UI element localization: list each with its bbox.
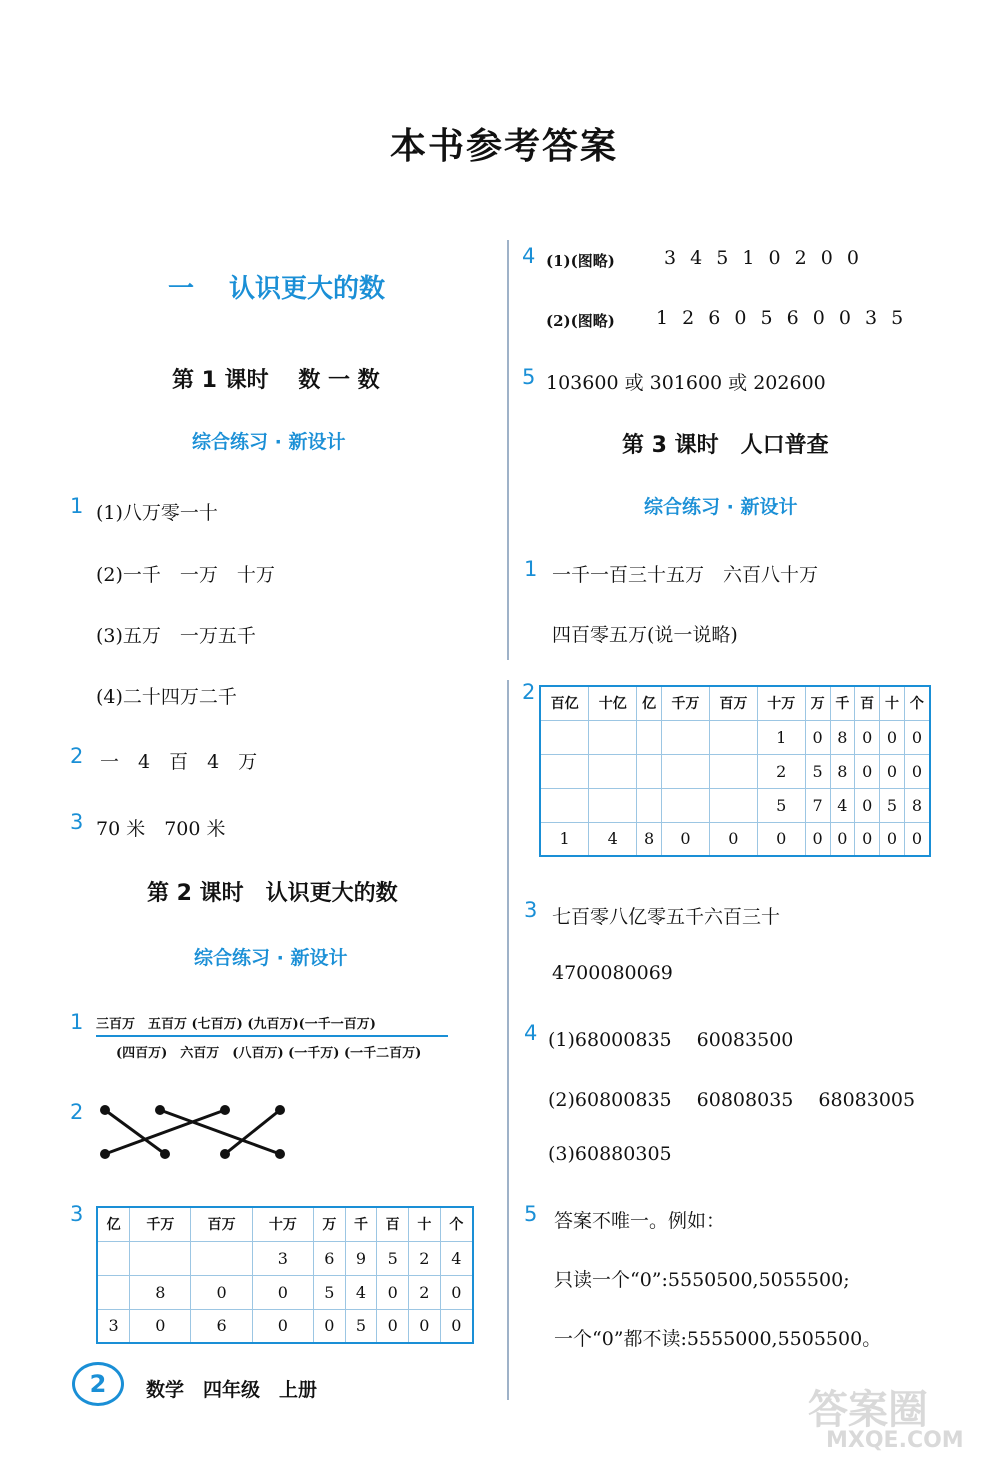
table-cell: 4 <box>440 1241 473 1275</box>
r3-q1-number: 1 <box>524 557 538 581</box>
table-cell: 0 <box>377 1309 409 1343</box>
table-cell: 0 <box>252 1275 313 1309</box>
table-cell: 0 <box>661 822 709 856</box>
table-cell <box>637 754 662 788</box>
table-cell: 1 <box>540 822 589 856</box>
table-cell: 0 <box>904 754 930 788</box>
table-cell <box>637 720 662 754</box>
table-cell: 0 <box>880 754 905 788</box>
r3-q5-number: 5 <box>524 1202 538 1226</box>
table-cell: 8 <box>830 720 855 754</box>
column-header: 亿 <box>97 1207 130 1241</box>
l1-q1-line1: (1)八万零一十 <box>96 502 218 524</box>
table-cell: 0 <box>440 1275 473 1309</box>
column-header: 百万 <box>191 1207 252 1241</box>
unit-title: 一 认识更大的数 <box>168 274 386 304</box>
book-info: 数学 四年级 上册 <box>146 1379 318 1401</box>
table-cell: 0 <box>855 788 880 822</box>
table-cell: 0 <box>805 720 830 754</box>
place-value-table-1 <box>96 1206 474 1344</box>
table-cell: 0 <box>855 822 880 856</box>
l2-q1-row2: (四百万) 六百万 (八百万) (一千万) (一千二百万) <box>116 1046 422 1061</box>
table-cell: 3 <box>97 1309 130 1343</box>
page-number: 2 <box>89 1370 107 1398</box>
r3-q4-line1: (1)68000835 60083500 <box>548 1029 794 1051</box>
r3-q1-line2: 四百零五万(说一说略) <box>552 624 738 646</box>
column-header: 十 <box>409 1207 441 1241</box>
table-cell: 2 <box>409 1241 441 1275</box>
table-cell <box>709 788 757 822</box>
column-header: 个 <box>904 686 930 720</box>
l2-q1-number: 1 <box>70 1010 84 1034</box>
table-cell: 0 <box>191 1275 252 1309</box>
table-cell: 2 <box>409 1275 441 1309</box>
r-q5-text: 103600 或 301600 或 202600 <box>546 372 826 394</box>
table-header-row <box>540 686 930 720</box>
l1-q1-line4: (4)二十四万二千 <box>96 686 237 708</box>
table-cell: 1 <box>757 720 805 754</box>
table-cell: 0 <box>130 1309 191 1343</box>
column-header: 十亿 <box>589 686 637 720</box>
table-cell: 7 <box>805 788 830 822</box>
table-cell <box>661 788 709 822</box>
table-cell: 0 <box>855 754 880 788</box>
r3-q4-line3: (3)60880305 <box>548 1143 672 1165</box>
column-header: 万 <box>805 686 830 720</box>
table-cell: 0 <box>805 822 830 856</box>
table-cell: 8 <box>904 788 930 822</box>
table-cell <box>540 788 589 822</box>
table-cell: 6 <box>191 1309 252 1343</box>
table-cell: 0 <box>880 720 905 754</box>
table-cell: 0 <box>409 1309 441 1343</box>
table-header-row <box>97 1207 473 1241</box>
watermark-url: MXQE.COM <box>826 1428 964 1453</box>
table-cell: 0 <box>313 1309 345 1343</box>
table-cell <box>589 788 637 822</box>
table-cell: 8 <box>637 822 662 856</box>
column-header: 十万 <box>252 1207 313 1241</box>
table-row <box>97 1275 473 1309</box>
l2-q3-number: 3 <box>70 1202 84 1226</box>
lesson2-subtitle: 综合练习 · 新设计 <box>194 947 348 969</box>
r3-q3-line1: 七百零八亿零五千六百三十 <box>552 906 781 928</box>
r3-q5-line3: 一个“0”都不读:5555000,5505500。 <box>554 1328 882 1350</box>
l1-q2-text: 一 4 百 4 万 <box>100 751 258 773</box>
column-divider-upper <box>507 240 509 660</box>
matching-lines-diagram <box>95 1100 295 1166</box>
table-row <box>540 720 930 754</box>
table-row <box>540 822 930 856</box>
table-cell <box>709 720 757 754</box>
column-header: 百万 <box>709 686 757 720</box>
table-cell: 0 <box>880 822 905 856</box>
column-header: 个 <box>440 1207 473 1241</box>
l1-q2-number: 2 <box>70 744 84 768</box>
r-q5-number: 5 <box>522 365 536 389</box>
column-header: 百亿 <box>540 686 589 720</box>
table-cell: 5 <box>805 754 830 788</box>
table-cell: 0 <box>252 1309 313 1343</box>
column-header: 千 <box>830 686 855 720</box>
table-cell: 5 <box>377 1241 409 1275</box>
table-row <box>540 788 930 822</box>
table-cell: 9 <box>345 1241 377 1275</box>
table-cell <box>191 1241 252 1275</box>
l1-q1-line2: (2)一千 一万 十万 <box>96 564 275 586</box>
l1-q1-number: 1 <box>70 494 84 518</box>
table-cell: 2 <box>757 754 805 788</box>
r3-q4-line2: (2)60800835 60808035 68083005 <box>548 1089 916 1111</box>
table-cell <box>130 1241 191 1275</box>
column-header: 亿 <box>637 686 662 720</box>
lesson1-subtitle: 综合练习 · 新设计 <box>192 431 346 453</box>
table-cell: 3 <box>252 1241 313 1275</box>
r3-q5-line2: 只读一个“0”:5550500,5055500; <box>554 1269 850 1291</box>
table-cell <box>589 754 637 788</box>
r3-q2-number: 2 <box>522 680 536 704</box>
r-q4-number: 4 <box>522 244 536 268</box>
table-cell: 0 <box>904 720 930 754</box>
r-q4-line1-digits: 3 4 5 1 0 2 0 0 <box>664 247 859 269</box>
table-row <box>97 1241 473 1275</box>
table-cell <box>709 754 757 788</box>
column-header: 万 <box>313 1207 345 1241</box>
table-cell: 0 <box>709 822 757 856</box>
r3-q1-line1: 一千一百三十五万 六百八十万 <box>552 564 819 586</box>
r-q4-line1-label: (1)(图略) <box>546 252 615 270</box>
column-header: 百 <box>377 1207 409 1241</box>
r-q4-line2-label: (2)(图略) <box>546 312 615 330</box>
table-row <box>540 754 930 788</box>
table-cell: 8 <box>830 754 855 788</box>
column-header: 十万 <box>757 686 805 720</box>
table-cell: 4 <box>589 822 637 856</box>
r3-q5-line1: 答案不唯一。例如： <box>554 1210 726 1232</box>
column-header: 十 <box>880 686 905 720</box>
table-cell: 0 <box>757 822 805 856</box>
lesson3-subtitle: 综合练习 · 新设计 <box>644 496 798 518</box>
table-cell <box>589 720 637 754</box>
table-cell: 4 <box>830 788 855 822</box>
page-title: 本书参考答案 <box>390 125 619 167</box>
l1-q3-text: 70 米 700 米 <box>96 818 226 840</box>
table-cell <box>97 1241 130 1275</box>
l2-q1-row1: 三百万 五百万 (七百万) (九百万)(一千一百万) <box>96 1017 376 1032</box>
page-number-badge <box>72 1362 124 1406</box>
table-cell: 5 <box>345 1309 377 1343</box>
table-cell: 5 <box>313 1275 345 1309</box>
table-cell <box>661 754 709 788</box>
l2-q2-number: 2 <box>70 1100 84 1124</box>
table-cell: 4 <box>345 1275 377 1309</box>
table-cell: 5 <box>880 788 905 822</box>
table-cell: 0 <box>904 822 930 856</box>
table-cell <box>637 788 662 822</box>
table-cell <box>97 1275 130 1309</box>
table-row <box>97 1309 473 1343</box>
r-q4-line2-digits: 1 2 6 0 5 6 0 0 3 5 <box>656 307 904 329</box>
lesson1-title: 第 1 课时 数 一 数 <box>172 368 380 393</box>
table-cell: 0 <box>377 1275 409 1309</box>
table-cell: 0 <box>855 720 880 754</box>
column-divider-lower <box>507 680 509 1400</box>
lesson3-title: 第 3 课时 人口普查 <box>622 433 829 458</box>
table-cell <box>540 720 589 754</box>
l1-q1-line3: (3)五万 一万五千 <box>96 625 256 647</box>
l1-q3-number: 3 <box>70 810 84 834</box>
watermark-logo: 答案圈 <box>808 1387 928 1433</box>
r3-q3-number: 3 <box>524 898 538 922</box>
column-header: 千万 <box>661 686 709 720</box>
table-cell <box>540 754 589 788</box>
column-header: 千 <box>345 1207 377 1241</box>
column-header: 千万 <box>130 1207 191 1241</box>
table-cell: 0 <box>830 822 855 856</box>
table-cell <box>661 720 709 754</box>
table-cell: 6 <box>313 1241 345 1275</box>
column-header: 百 <box>855 686 880 720</box>
table-cell: 0 <box>440 1309 473 1343</box>
table-cell: 5 <box>757 788 805 822</box>
lesson2-title: 第 2 课时 认识更大的数 <box>147 881 398 906</box>
r3-q3-line2: 4700080069 <box>552 962 673 984</box>
table-cell: 8 <box>130 1275 191 1309</box>
place-value-table-2 <box>539 685 931 857</box>
number-line <box>96 1035 448 1037</box>
r3-q4-number: 4 <box>524 1021 538 1045</box>
